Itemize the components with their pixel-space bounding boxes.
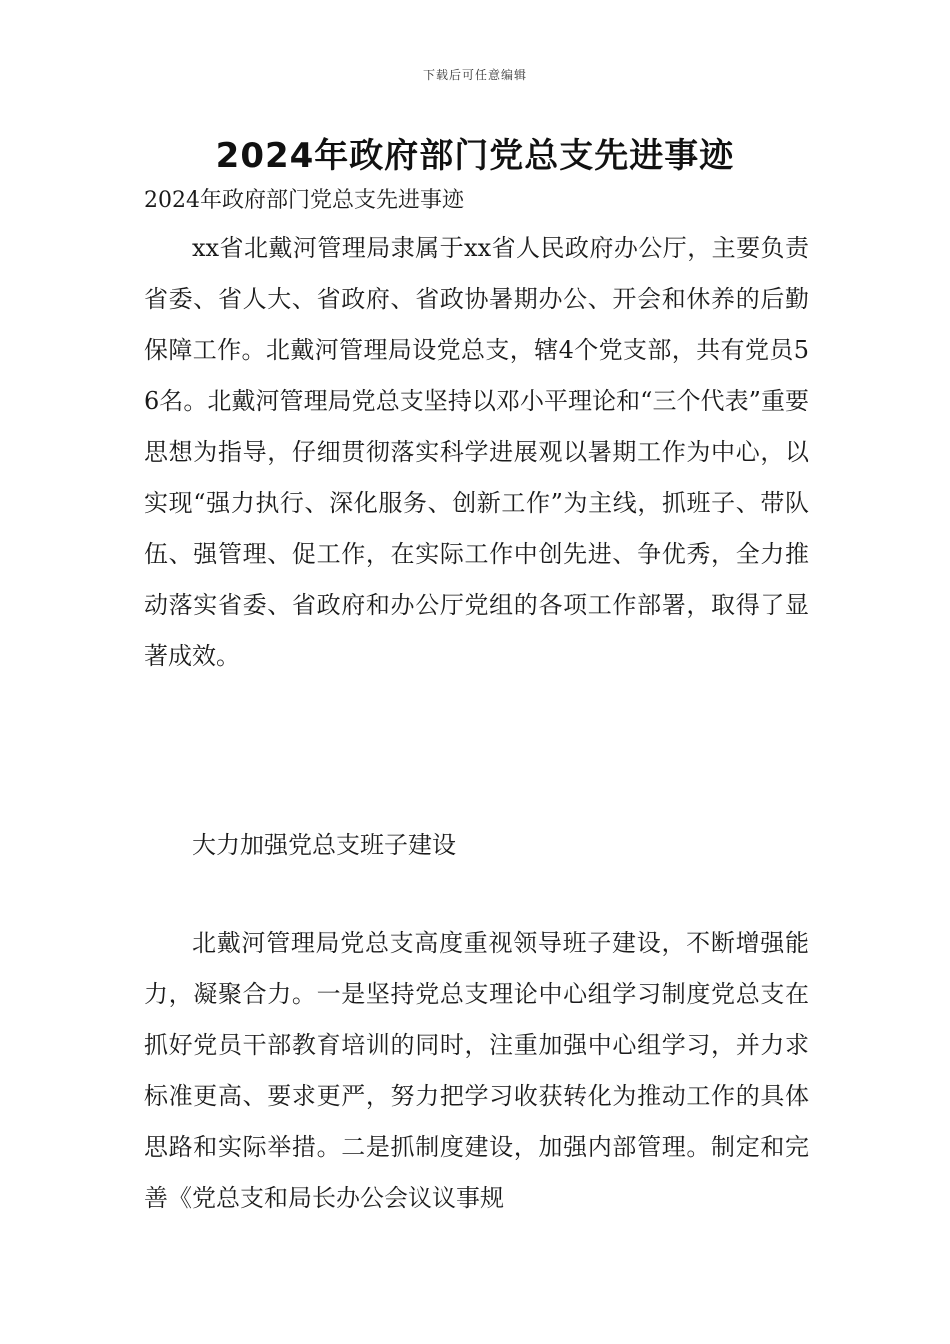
section-heading: 大力加强党总支班子建设 [192, 831, 456, 859]
document-subtitle: 2024年政府部门党总支先进事迹 [144, 188, 464, 213]
header-note: 下载后可任意编辑 [422, 68, 527, 82]
section-paragraph: 北戴河管理局党总支高度重视领导班子建设，不断增强能力，凝聚合力。一是坚持党总支理论中心组学习制度党总支在抓好党员干部教育培训的同时，注重加强中心组学习，并力求标准更高、要求更严，努力把学习收获转化为推动工作的具体思路和实际举措。二是抓制度建设，加强内部管理。制定和完善《党总支和局长办公会议议事规 [144, 929, 809, 1212]
intro-paragraph: xx省北戴河管理局隶属于xx省人民政府办公厅，主要负责省委、省人大、省政府、省政协暑期办公、开会和休养的后勤保障工作。北戴河管理局设党总支，辖4个党支部，共有党员56名。北戴河管理局党总支坚持以邓小平理论和“三个代表”重要思想为指导，仔细贯彻落实科学进展观以暑期工作为中心，以实现“强力执行、深化服务、创新工作”为主线，抓班子、带队伍、强管理、促工作，在实际工作中创先进、争优秀，全力推动落实省委、省政府和办公厅党组的各项工作部署，取得了显著成效。 [144, 234, 809, 670]
page-title: 2024年政府部门党总支先进事迹 [215, 136, 735, 176]
